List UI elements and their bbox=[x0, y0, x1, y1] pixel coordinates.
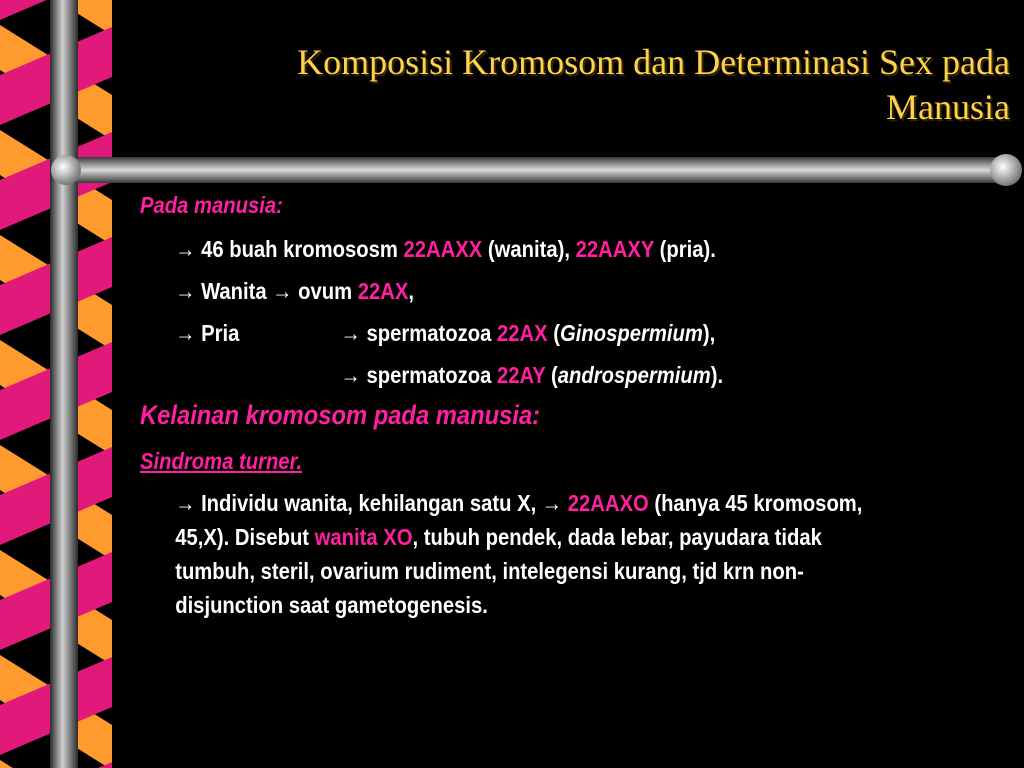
subheading-sindroma-turner: Sindroma turner. bbox=[140, 448, 302, 474]
paragraph-sindroma-turner: → Individu wanita, kehilangan satu X, → 22AAXO (hanya 45 kromosom, 45,X). Disebut wanita XO, tubuh pendek, dada lebar, payudara tidak tumbuh, steril, ovarium rudiment, intelegensi kurang, tjd krn non-disjunction saat gametogenesis. bbox=[175, 486, 905, 622]
bullet-jumlah-kromosom: → 46 buah kromososm 22AAXX (wanita), 22AAXY (pria). bbox=[175, 236, 716, 262]
slide-title bbox=[190, 40, 1010, 130]
divider-right-knob bbox=[990, 154, 1022, 186]
karyotype-turner: 22AAXO bbox=[567, 490, 649, 516]
arrow-icon: → bbox=[175, 490, 196, 516]
arrow-icon: → bbox=[541, 490, 563, 516]
bullet-pria-label: → Pria bbox=[175, 320, 240, 346]
arrow-icon: → bbox=[175, 320, 196, 346]
karyotype-female: 22AAXX bbox=[403, 236, 483, 262]
horizontal-divider-bar bbox=[64, 157, 1006, 183]
section-heading-kelainan: Kelainan kromosom pada manusia: bbox=[140, 400, 541, 430]
bullet-pria-sperma-y: → spermatozoa 22AY (androspermium). bbox=[340, 362, 724, 388]
bullet-wanita-ovum: → Wanita → ovum 22AX, bbox=[175, 278, 415, 304]
arrow-icon: → bbox=[175, 278, 196, 304]
divider-left-knob bbox=[51, 155, 81, 185]
arrow-icon: → bbox=[340, 362, 361, 388]
vertical-pillar bbox=[50, 0, 78, 768]
arrow-icon: → bbox=[340, 320, 361, 346]
bullet-pria-sperma-x: → spermatozoa 22AX (Ginospermium), bbox=[340, 320, 716, 346]
title-line-1: Komposisi Kromosom dan Determinasi Sex pada bbox=[297, 42, 1010, 82]
title-line-2: Manusia bbox=[886, 87, 1010, 127]
arrow-icon: → bbox=[272, 278, 293, 304]
arrow-icon: → bbox=[175, 236, 196, 262]
section-heading-pada-manusia: Pada manusia: bbox=[140, 192, 283, 218]
karyotype-male: 22AAXY bbox=[575, 236, 655, 262]
